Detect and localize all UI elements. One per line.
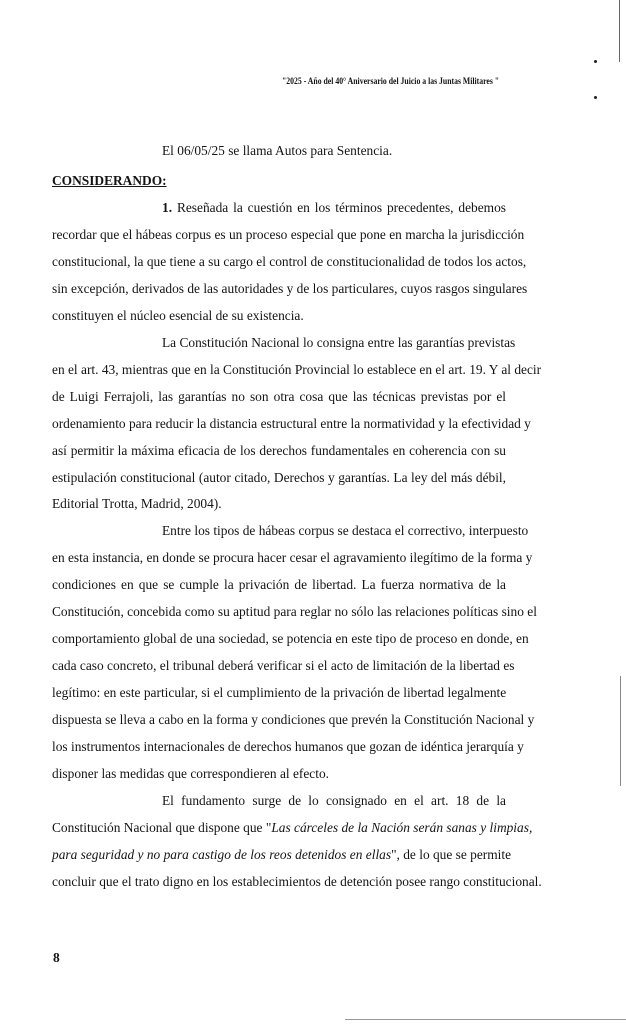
text-line: Constitución, concebida como su aptitud para reglar no sólo las relaciones políticas sino el (52, 604, 537, 620)
text-line: ordenamiento para reducir la distancia estructural entre la normatividad y la efectividad y (52, 415, 531, 431)
text-line: legítimo: en este particular, si el cumplimiento de la privación de libertad legalmente (52, 685, 507, 701)
text-line: La Constitución Nacional lo consigna entre las garantías previstas (162, 334, 516, 350)
text-line: Entre los tipos de hábeas corpus se destaca el correctivo, interpuesto (162, 523, 529, 539)
scan-edge-line (620, 676, 621, 786)
text-line: los instrumentos internacionales de derechos humanos que gozan de idéntica jerarquía y (52, 739, 524, 754)
autos-line: El 06/05/25 se llama Autos para Sentencia. (162, 143, 393, 158)
scan-bottom-line (345, 1019, 626, 1020)
text-line: Editorial Trotta, Madrid, 2004). (52, 496, 222, 512)
text-line: concluir que el trato digno en los establecimientos de detención posee rango constitucional. (52, 873, 542, 889)
text-line: condiciones en que se cumple la privación de libertad. La fuerza normativa de la (52, 577, 506, 593)
section-title: CONSIDERANDO: (52, 173, 167, 188)
scan-speck (594, 60, 597, 63)
text-line: recordar que el hábeas corpus es un proceso especial que pone en marcha la jurisdicción (52, 226, 525, 242)
quote-text: Las cárceles de la Nación serán sanas y limpias, (271, 819, 533, 835)
text-line: comportamiento global de una sociedad, se potencia en este tipo de proceso en donde, en (52, 631, 529, 647)
quote-text: para seguridad y no para castigo de los reos detenidos en ellas (52, 846, 392, 862)
text-line: en esta instancia, en donde se procura hacer cesar el agravamiento ilegítimo de la forma y (52, 550, 533, 566)
text-line: Constitución Nacional que dispone que "Las cárceles de la Nación serán sanas y limpias, (52, 819, 533, 835)
page-number: 8 (53, 950, 60, 965)
text-line: cada caso concreto, el tribunal deberá verificar si el acto de limitación de la libertad es (52, 658, 515, 674)
text-line: disponer las medidas que correspondieren al efecto. (52, 765, 330, 781)
text-line: constitucional, la que tiene a su cargo el control de constitucionalidad de todos los actos, (52, 253, 527, 269)
item-number: 1. (162, 200, 177, 215)
scan-edge-line (619, 0, 620, 62)
text-line: 1. Reseñada la cuestión en los términos precedentes, debemos (162, 200, 507, 215)
text-line: sin excepción, derivados de las autoridades y de los particulares, cuyos rasgos singulares (52, 280, 528, 296)
page-header: "2025 - Año del 40° Aniversario del Juicio a las Juntas Militares " (282, 76, 500, 86)
scan-speck (594, 96, 597, 99)
text-line: en el art. 43, mientras que en la Constitución Provincial lo establece en el art. 19. Y al decir (52, 361, 542, 377)
text-line: El fundamento surge de lo consignado en el art. 18 de la (162, 792, 506, 808)
text-line: así permitir la máxima eficacia de los derechos fundamentales en coherencia con su (52, 442, 506, 458)
text-line: dispuesta se lleva a cabo en la forma y condiciones que prevén la Constitución Nacional y (52, 712, 535, 727)
text-line: para seguridad y no para castigo de los reos detenidos en ellas", de lo que se permite (52, 846, 512, 862)
text-line: estipulación constitucional (autor citado, Derechos y garantías. La ley del más débil, (52, 469, 506, 485)
text-line: constituyen el núcleo esencial de su existencia. (52, 307, 304, 323)
text-line: de Luigi Ferrajoli, las garantías no son otra cosa que las técnicas previstas por el (52, 388, 506, 404)
